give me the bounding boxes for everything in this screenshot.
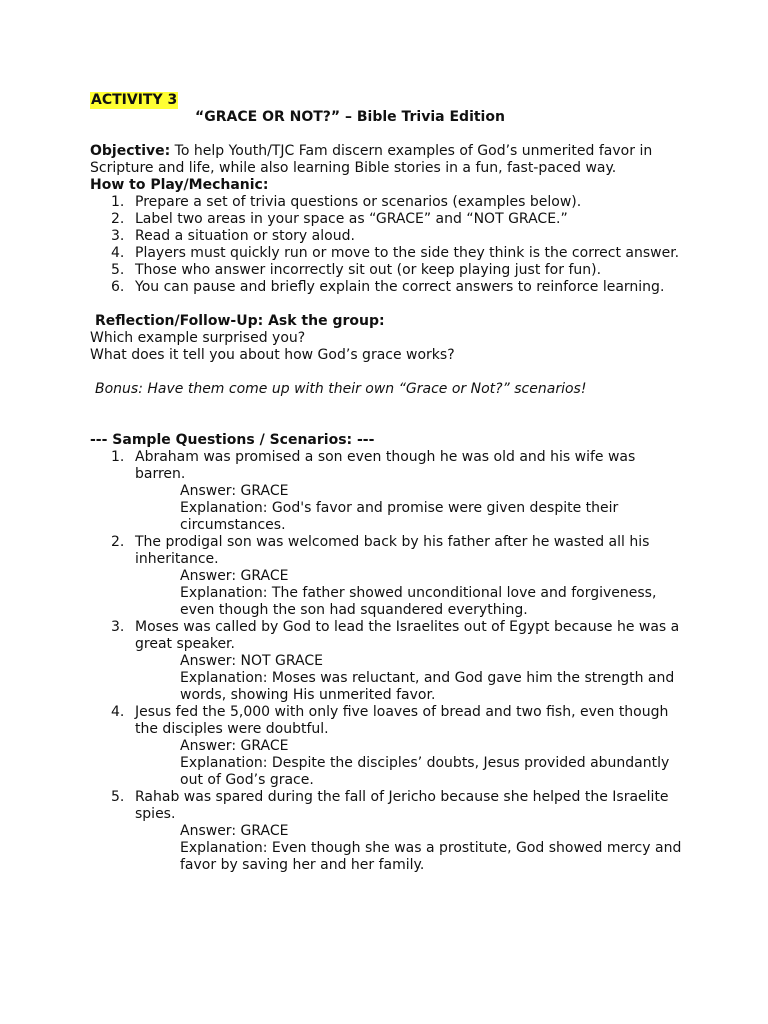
sample-answer: Answer: GRACE [180,568,289,584]
sample-explanation: Explanation: Even though she was a prostitute, God showed mercy and favor by saving her and her family. [180,840,682,873]
sample-question: Jesus fed the 5,000 with only five loaves of bread and two fish, even though the disciples were doubtful. [135,704,669,737]
bonus-note: Bonus: Have them come up with their own “Grace or Not?” scenarios! [95,381,587,397]
reflection-question: What does it tell you about how God’s grace works? [90,347,455,363]
reflection-question: Which example surprised you? [90,330,306,346]
list-item: 4. Players must quickly run or move to the side they think is the correct answer. [111,245,680,261]
how-to-play-heading: How to Play/Mechanic: [90,177,269,193]
samples-list [90,449,690,874]
reflection-heading: Reflection/Follow-Up: Ask the group: [95,313,385,329]
document-page [90,92,690,874]
list-item: 1. Prepare a set of trivia questions or scenarios (examples below). [111,194,582,210]
samples-heading: --- Sample Questions / Scenarios: --- [90,432,375,448]
sample-answer: Answer: GRACE [180,483,289,499]
sample-question: Abraham was promised a son even though he was old and his wife was barren. [135,449,636,482]
list-item: 2. The prodigal son was welcomed back by his father after he wasted all his inheritance. Answer: GRACE Explanation: The father showed unconditional love and forgiveness, even though the son had squandered everything. [90,534,690,619]
sample-question: Moses was called by God to lead the Israelites out of Egypt because he was a great speaker. [135,619,680,652]
sample-explanation: Explanation: God's favor and promise were given despite their circumstances. [180,500,619,533]
list-item: 5. Rahab was spared during the fall of Jericho because she helped the Israelite spies. Answer: GRACE Explanation: Even though she was a prostitute, God showed mercy and favor by saving her and her family. [90,789,690,874]
list-item: 3. Moses was called by God to lead the Israelites out of Egypt because he was a great speaker. Answer: NOT GRACE Explanation: Moses was reluctant, and God gave him the strength and words, showing His unmerited favor. [90,619,690,704]
page-title: “GRACE OR NOT?” – Bible Trivia Edition [195,109,505,125]
list-item: 4. Jesus fed the 5,000 with only five loaves of bread and two fish, even though the disciples were doubtful. Answer: GRACE Explanation: Despite the disciples’ doubts, Jesus provided abundantly out of God’s grace. [90,704,690,789]
activity-label: ACTIVITY 3 [91,92,178,108]
activity-heading-line [90,92,690,109]
list-item: 5. Those who answer incorrectly sit out (or keep playing just for fun). [111,262,602,278]
list-item: 3. Read a situation or story aloud. [111,228,355,244]
objective-label: Objective: [90,143,171,159]
sample-explanation: Explanation: Moses was reluctant, and God gave him the strength and words, showing His unmerited favor. [180,670,675,703]
list-item: 1. Abraham was promised a son even though he was old and his wife was barren. Answer: GRACE Explanation: God's favor and promise were given despite their circumstances. [90,449,690,534]
how-to-play-list [90,194,690,296]
objective-text: To help Youth/TJC Fam discern examples of God’s unmerited favor in Scripture and life, while also learning Bible stories in a fun, fast-paced way. [90,143,653,176]
sample-explanation: Explanation: Despite the disciples’ doubts, Jesus provided abundantly out of God’s grace. [180,755,670,788]
sample-answer: Answer: GRACE [180,738,289,754]
sample-explanation: Explanation: The father showed unconditional love and forgiveness, even though the son had squandered everything. [180,585,657,618]
list-item: 2. Label two areas in your space as “GRACE” and “NOT GRACE.” [111,211,568,227]
sample-answer: Answer: GRACE [180,823,289,839]
sample-question: The prodigal son was welcomed back by his father after he wasted all his inheritance. [135,534,650,567]
objective-paragraph [90,143,690,177]
sample-question: Rahab was spared during the fall of Jericho because she helped the Israelite spies. [135,789,669,822]
list-item: 6. You can pause and briefly explain the correct answers to reinforce learning. [111,279,665,295]
sample-answer: Answer: NOT GRACE [180,653,323,669]
